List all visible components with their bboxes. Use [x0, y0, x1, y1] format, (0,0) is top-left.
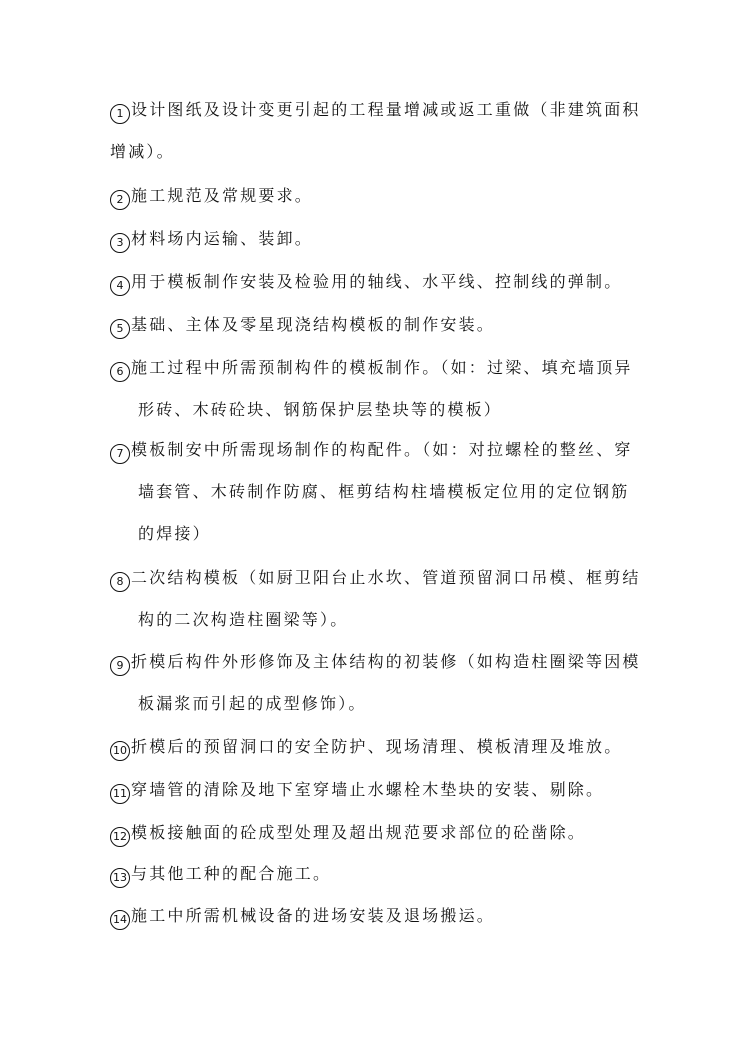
- item-text: 施工规范及常规要求。: [131, 186, 314, 205]
- item-number: 13: [110, 868, 130, 888]
- list-item-11: [110, 769, 640, 811]
- item-text: 折模后构件外形修饰及主体结构的初装修（如构造柱圈梁等因模: [131, 652, 641, 671]
- item-text: 穿墙管的清除及地下室穿墙止水螺栓木垫块的安装、剔除。: [131, 780, 605, 799]
- item-text: 二次结构模板（如厨卫阳台止水坎、管道预留洞口吊模、框剪结: [131, 568, 641, 587]
- list-item-line: [110, 853, 640, 895]
- item-text: 施工过程中所需预制构件的模板制作。（如：过梁、填充墙顶异: [131, 358, 633, 377]
- list-item-14: [110, 895, 640, 937]
- item-text: 形砖、木砖砼块、钢筋保护层垫块等的模板）: [138, 400, 503, 419]
- list-item-line: [110, 131, 640, 173]
- list-item-8: [110, 557, 640, 641]
- list-item-10: [110, 726, 640, 768]
- item-text: 墙套管、木砖制作防腐、框剪结构柱墙模板定位用的定位钢筋: [138, 482, 630, 501]
- item-text: 模板接触面的砼成型处理及超出规范要求部位的砼凿除。: [131, 823, 587, 842]
- item-number: 9: [110, 656, 130, 676]
- list-item-line: [110, 812, 640, 854]
- list-item-line: [110, 895, 640, 937]
- list-item-line: [110, 513, 640, 555]
- list-item-line: [110, 683, 640, 725]
- item-text: 设计图纸及设计变更引起的工程量增减或返工重做（非建筑面积: [131, 100, 641, 119]
- list-item-line: [110, 261, 640, 303]
- list-item-4: [110, 261, 640, 303]
- list-item-line: [110, 218, 640, 260]
- list-item-line: [110, 347, 640, 389]
- item-text: 增减）。: [110, 142, 175, 161]
- item-number: 10: [110, 741, 130, 761]
- item-text: 板漏浆而引起的成型修饰）。: [138, 694, 367, 713]
- item-number: 5: [110, 319, 130, 339]
- list-item-line: [110, 726, 640, 768]
- list-item-line: [110, 175, 640, 217]
- list-item-line: [110, 89, 640, 131]
- list-item-13: [110, 853, 640, 895]
- item-text: 材料场内运输、装卸。: [131, 229, 314, 248]
- item-number: 7: [110, 444, 130, 464]
- item-number: 6: [110, 362, 130, 382]
- list-item-line: [110, 557, 640, 599]
- list-item-line: [110, 389, 640, 431]
- item-text: 与其他工种的配合施工。: [131, 864, 332, 883]
- item-text: 施工中所需机械设备的进场安装及退场搬运。: [131, 906, 496, 925]
- item-number: 11: [110, 784, 130, 804]
- list-item-6: [110, 347, 640, 431]
- list-item-3: [110, 218, 640, 260]
- item-number: 3: [110, 233, 130, 253]
- list-item-7: [110, 429, 640, 555]
- item-number: 14: [110, 910, 130, 930]
- item-number: 4: [110, 276, 130, 296]
- list-item-line: [110, 769, 640, 811]
- list-item-line: [110, 304, 640, 346]
- item-text: 模板制安中所需现场制作的构配件。（如：对拉螺栓的整丝、穿: [131, 440, 633, 459]
- list-item-2: [110, 175, 640, 217]
- list-item-12: [110, 812, 640, 854]
- list-item-line: [110, 641, 640, 683]
- item-text: 用于模板制作安装及检验用的轴线、水平线、控制线的弹制。: [131, 272, 623, 291]
- item-text: 折模后的预留洞口的安全防护、现场清理、模板清理及堆放。: [131, 737, 623, 756]
- list-item-5: [110, 304, 640, 346]
- item-text: 基础、主体及零星现浇结构模板的制作安装。: [131, 315, 496, 334]
- item-text: 的焊接）: [138, 524, 211, 543]
- item-number: 12: [110, 827, 130, 847]
- item-number: 8: [110, 572, 130, 592]
- list-item-line: [110, 599, 640, 641]
- list-item-9: [110, 641, 640, 725]
- list-item-line: [110, 471, 640, 513]
- item-number: 2: [110, 190, 130, 210]
- item-number: 1: [110, 104, 130, 124]
- list-item-1: [110, 89, 640, 173]
- item-text: 构的二次构造柱圈梁等）。: [138, 610, 349, 629]
- list-item-line: [110, 429, 640, 471]
